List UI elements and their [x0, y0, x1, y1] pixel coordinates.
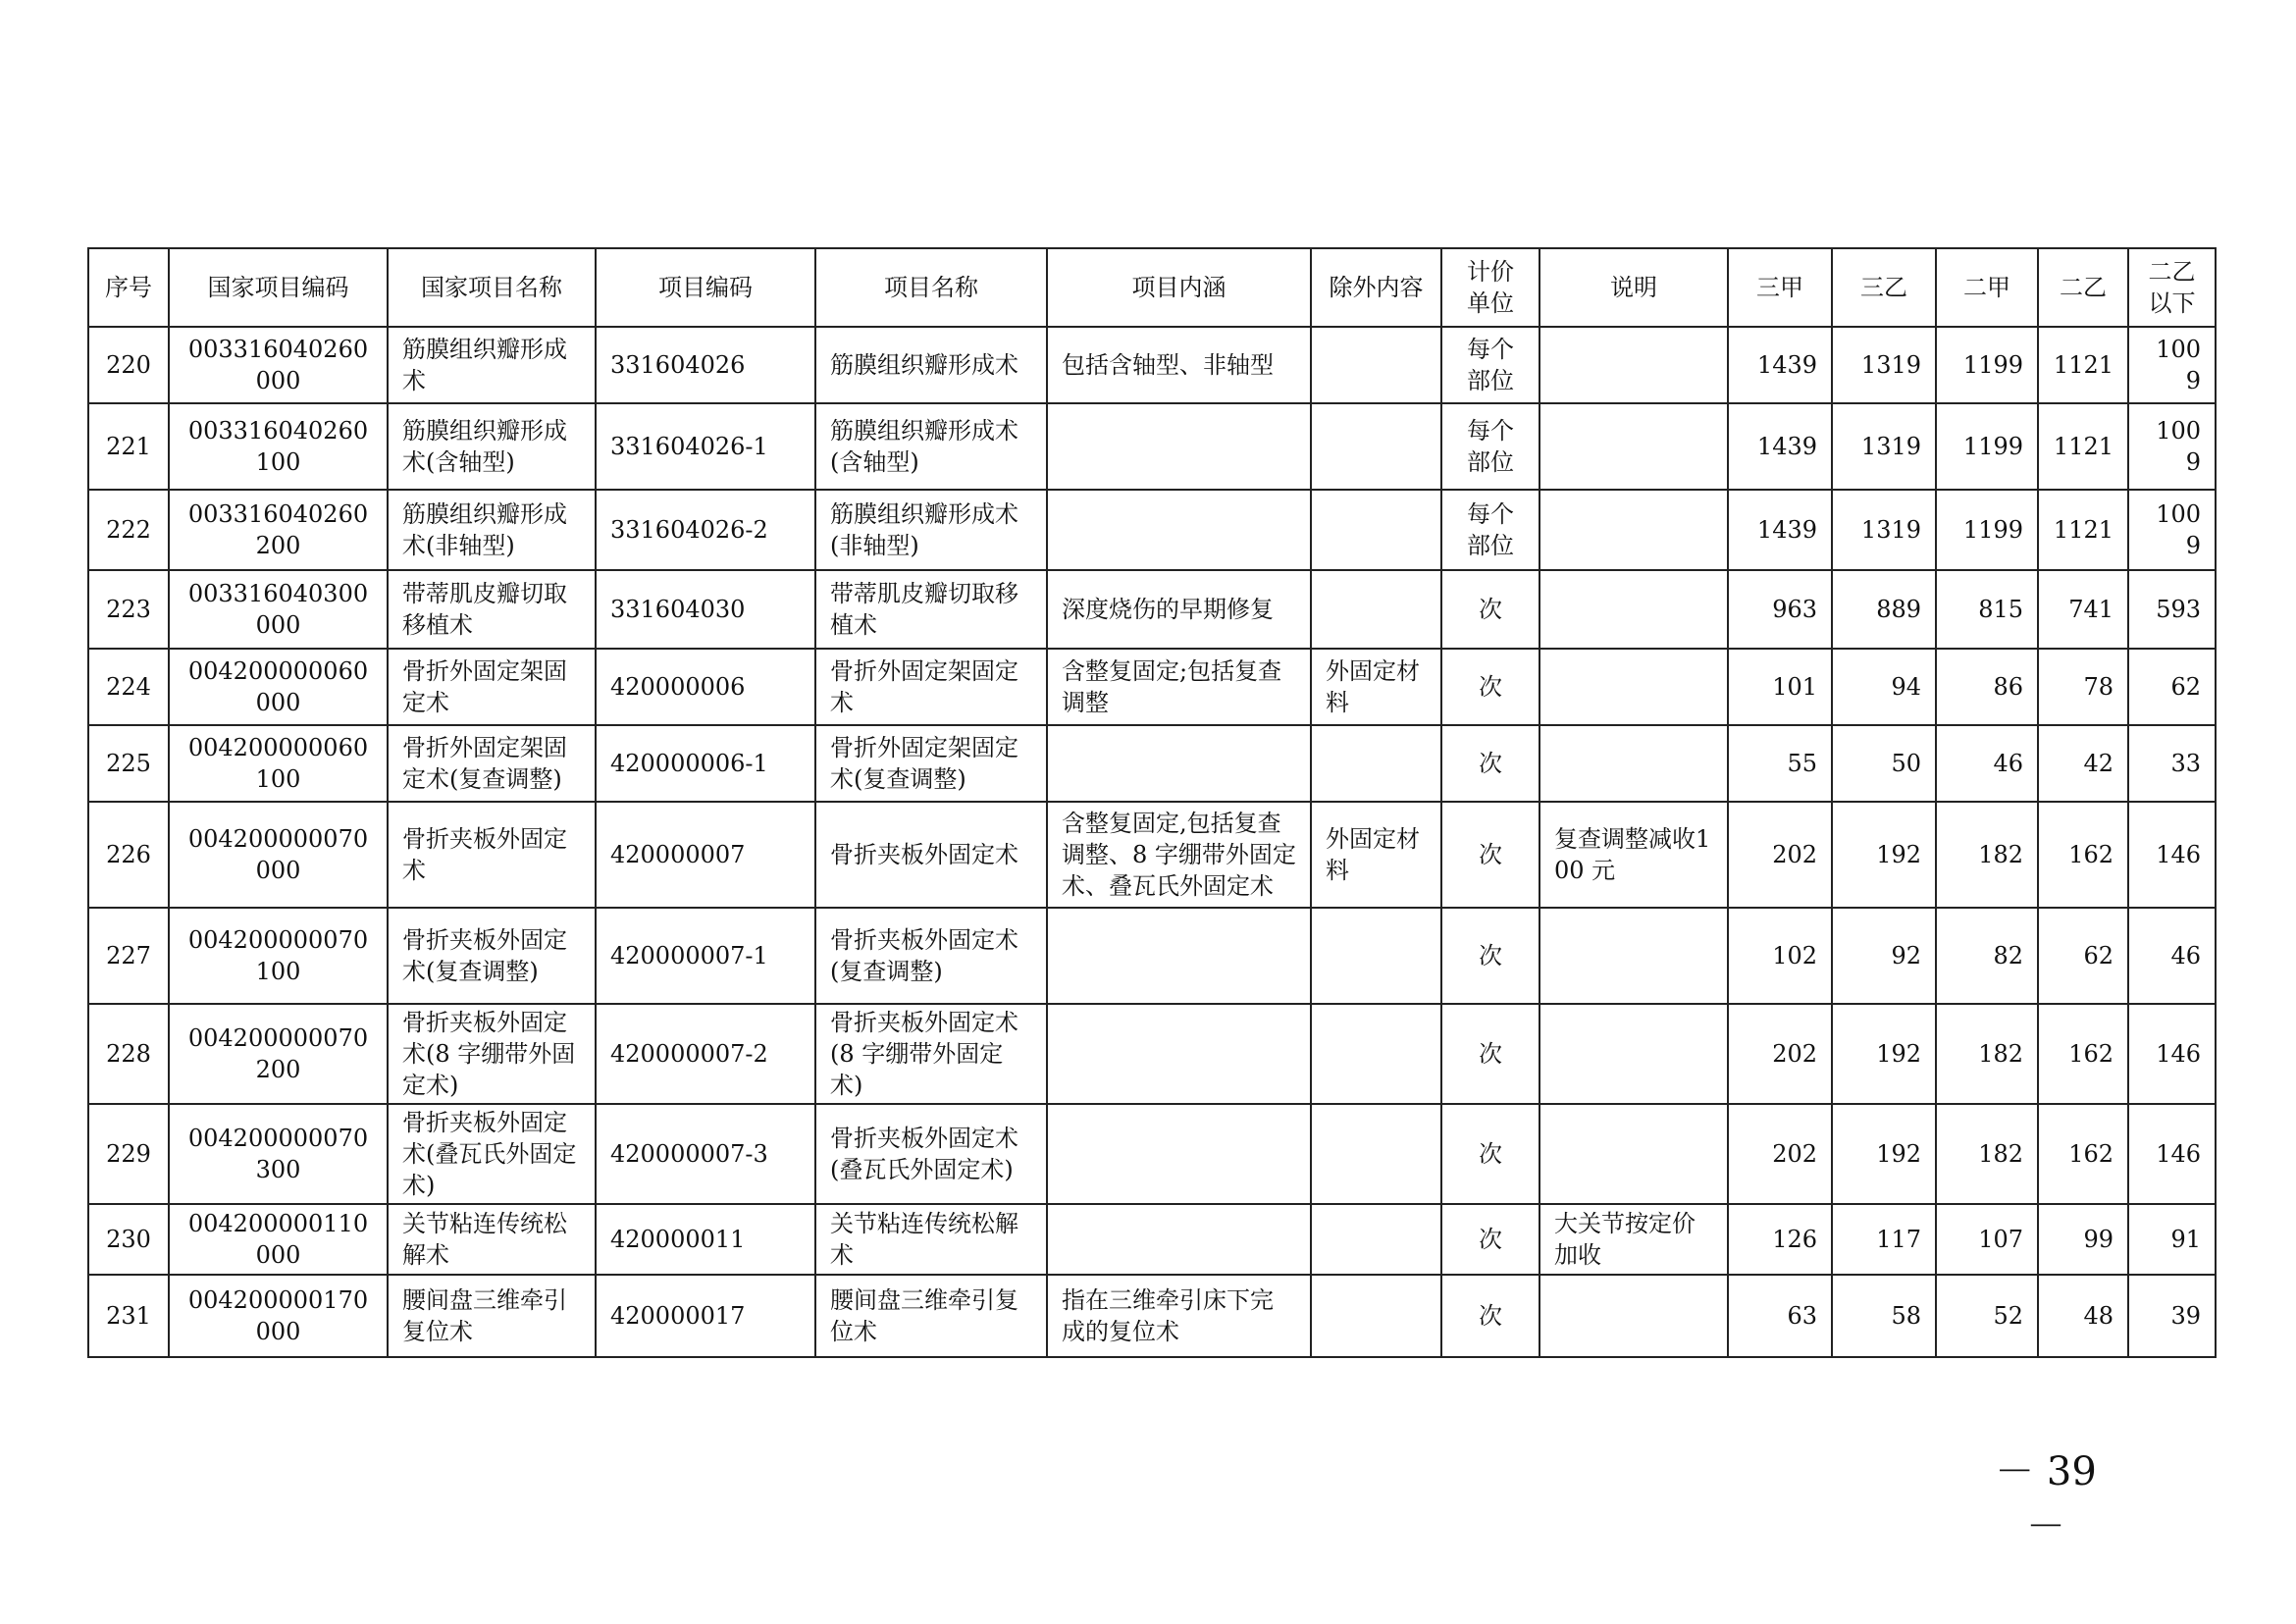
cell-price-2a: 1199 [1936, 490, 2038, 570]
cell-national-code: 003316040260100 [169, 403, 388, 490]
cell-index: 228 [88, 1004, 169, 1104]
cell-item-code: 331604030 [596, 570, 815, 649]
cell-price-3a: 63 [1728, 1275, 1832, 1357]
cell-unit: 每个部位 [1441, 490, 1539, 570]
table-row [88, 908, 2216, 1004]
cell-item-code: 331604026-2 [596, 490, 815, 570]
cell-index: 221 [88, 403, 169, 490]
cell-item-code: 420000007-3 [596, 1104, 815, 1204]
cell-unit: 次 [1441, 1275, 1539, 1357]
cell-item-code: 331604026-1 [596, 403, 815, 490]
cell-national-code: 004200000060000 [169, 649, 388, 725]
cell-index: 226 [88, 802, 169, 908]
table-row [88, 1104, 2216, 1204]
page-number: － 39 － [1995, 1449, 2097, 1549]
cell-price-2b: 162 [2038, 802, 2128, 908]
cell-item-content: 含整复固定;包括复查调整 [1047, 649, 1311, 725]
header-index: 序号 [88, 248, 169, 327]
cell-notes [1539, 403, 1728, 490]
cell-item-name: 关节粘连传统松解术 [815, 1204, 1047, 1275]
cell-unit: 次 [1441, 802, 1539, 908]
header-national-code: 国家项目编码 [169, 248, 388, 327]
cell-national-name: 带蒂肌皮瓣切取移植术 [388, 570, 596, 649]
cell-excluded: 外固定材料 [1311, 649, 1441, 725]
cell-price-2b: 62 [2038, 908, 2128, 1004]
cell-price-2a: 46 [1936, 725, 2038, 802]
table-row [88, 1004, 2216, 1104]
cell-price-2b: 99 [2038, 1204, 2128, 1275]
cell-price-below-2b: 46 [2128, 908, 2216, 1004]
cell-national-name: 骨折外固定架固定术(复查调整) [388, 725, 596, 802]
cell-price-3b: 58 [1832, 1275, 1936, 1357]
cell-price-below-2b: 62 [2128, 649, 2216, 725]
header-national-name: 国家项目名称 [388, 248, 596, 327]
cell-price-2b: 162 [2038, 1104, 2128, 1204]
cell-unit: 次 [1441, 1104, 1539, 1204]
cell-national-code: 004200000070000 [169, 802, 388, 908]
cell-excluded [1311, 1004, 1441, 1104]
table-body [88, 327, 2216, 1357]
cell-item-content [1047, 403, 1311, 490]
header-tier-3a: 三甲 [1728, 248, 1832, 327]
cell-excluded [1311, 327, 1441, 403]
cell-price-below-2b: 146 [2128, 1104, 2216, 1204]
cell-price-2b: 42 [2038, 725, 2128, 802]
cell-price-below-2b: 33 [2128, 725, 2216, 802]
cell-national-code: 003316040260200 [169, 490, 388, 570]
cell-price-below-2b: 146 [2128, 802, 2216, 908]
cell-price-3a: 1439 [1728, 403, 1832, 490]
cell-excluded [1311, 1204, 1441, 1275]
cell-unit: 次 [1441, 1004, 1539, 1104]
table-row [88, 327, 2216, 403]
cell-item-content: 含整复固定,包括复查调整、8 字绷带外固定术、叠瓦氏外固定术 [1047, 802, 1311, 908]
cell-index: 225 [88, 725, 169, 802]
cell-notes [1539, 908, 1728, 1004]
cell-price-below-2b: 91 [2128, 1204, 2216, 1275]
cell-national-name: 骨折夹板外固定术(叠瓦氏外固定术) [388, 1104, 596, 1204]
cell-price-3b: 1319 [1832, 490, 1936, 570]
cell-unit: 次 [1441, 725, 1539, 802]
header-notes: 说明 [1539, 248, 1728, 327]
cell-item-content: 包括含轴型、非轴型 [1047, 327, 1311, 403]
cell-price-3a: 202 [1728, 1104, 1832, 1204]
cell-index: 220 [88, 327, 169, 403]
table-row [88, 490, 2216, 570]
cell-price-3a: 202 [1728, 1004, 1832, 1104]
cell-item-name: 筋膜组织瓣形成术(非轴型) [815, 490, 1047, 570]
cell-excluded [1311, 403, 1441, 490]
cell-price-3a: 55 [1728, 725, 1832, 802]
cell-price-3a: 202 [1728, 802, 1832, 908]
cell-item-name: 带蒂肌皮瓣切取移植术 [815, 570, 1047, 649]
cell-excluded [1311, 908, 1441, 1004]
cell-price-3b: 192 [1832, 1004, 1936, 1104]
header-tier-3b: 三乙 [1832, 248, 1936, 327]
cell-item-code: 420000006-1 [596, 725, 815, 802]
cell-national-code: 003316040300000 [169, 570, 388, 649]
cell-price-3a: 963 [1728, 570, 1832, 649]
header-item-content: 项目内涵 [1047, 248, 1311, 327]
cell-item-code: 420000011 [596, 1204, 815, 1275]
cell-price-3b: 1319 [1832, 327, 1936, 403]
cell-national-code: 004200000070100 [169, 908, 388, 1004]
price-table [87, 247, 2217, 1358]
cell-index: 229 [88, 1104, 169, 1204]
cell-national-code: 004200000110000 [169, 1204, 388, 1275]
cell-price-2b: 1121 [2038, 490, 2128, 570]
cell-item-name: 骨折夹板外固定术(复查调整) [815, 908, 1047, 1004]
cell-price-3b: 192 [1832, 1104, 1936, 1204]
header-excluded: 除外内容 [1311, 248, 1441, 327]
cell-index: 231 [88, 1275, 169, 1357]
cell-excluded [1311, 725, 1441, 802]
cell-item-name: 筋膜组织瓣形成术 [815, 327, 1047, 403]
cell-price-2a: 1199 [1936, 327, 2038, 403]
cell-national-code: 003316040260000 [169, 327, 388, 403]
cell-item-name: 骨折夹板外固定术 [815, 802, 1047, 908]
cell-item-name: 骨折外固定架固定术 [815, 649, 1047, 725]
cell-price-below-2b: 593 [2128, 570, 2216, 649]
cell-national-name: 骨折夹板外固定术(8 字绷带外固定术) [388, 1004, 596, 1104]
table-row [88, 1204, 2216, 1275]
cell-notes [1539, 1004, 1728, 1104]
cell-notes [1539, 570, 1728, 649]
cell-price-3a: 102 [1728, 908, 1832, 1004]
cell-notes: 复查调整减收100 元 [1539, 802, 1728, 908]
cell-price-3b: 50 [1832, 725, 1936, 802]
cell-price-2a: 86 [1936, 649, 2038, 725]
cell-item-content [1047, 908, 1311, 1004]
cell-notes [1539, 649, 1728, 725]
cell-price-2a: 182 [1936, 1104, 2038, 1204]
cell-item-code: 420000017 [596, 1275, 815, 1357]
cell-item-name: 骨折夹板外固定术(8 字绷带外固定术) [815, 1004, 1047, 1104]
cell-price-below-2b: 1009 [2128, 490, 2216, 570]
cell-notes: 大关节按定价加收 [1539, 1204, 1728, 1275]
cell-price-3a: 101 [1728, 649, 1832, 725]
cell-price-3a: 1439 [1728, 490, 1832, 570]
cell-price-below-2b: 1009 [2128, 327, 2216, 403]
cell-national-code: 004200000070200 [169, 1004, 388, 1104]
cell-excluded [1311, 570, 1441, 649]
header-tier-below-2b: 二乙以下 [2128, 248, 2216, 327]
cell-item-content [1047, 1204, 1311, 1275]
cell-notes [1539, 490, 1728, 570]
cell-notes [1539, 327, 1728, 403]
cell-excluded [1311, 1104, 1441, 1204]
header-item-name: 项目名称 [815, 248, 1047, 327]
header-row [88, 248, 2216, 327]
cell-national-name: 骨折夹板外固定术(复查调整) [388, 908, 596, 1004]
cell-price-3b: 192 [1832, 802, 1936, 908]
cell-excluded [1311, 490, 1441, 570]
cell-price-2a: 182 [1936, 802, 2038, 908]
cell-national-name: 筋膜组织瓣形成术(非轴型) [388, 490, 596, 570]
cell-price-2a: 82 [1936, 908, 2038, 1004]
cell-price-2a: 1199 [1936, 403, 2038, 490]
cell-national-name: 骨折外固定架固定术 [388, 649, 596, 725]
cell-national-name: 腰间盘三维牵引复位术 [388, 1275, 596, 1357]
cell-unit: 每个部位 [1441, 403, 1539, 490]
cell-price-2b: 741 [2038, 570, 2128, 649]
cell-excluded: 外固定材料 [1311, 802, 1441, 908]
cell-price-3b: 889 [1832, 570, 1936, 649]
cell-price-2a: 107 [1936, 1204, 2038, 1275]
cell-price-below-2b: 39 [2128, 1275, 2216, 1357]
cell-price-2b: 48 [2038, 1275, 2128, 1357]
cell-notes [1539, 1275, 1728, 1357]
cell-index: 230 [88, 1204, 169, 1275]
cell-price-below-2b: 146 [2128, 1004, 2216, 1104]
cell-unit: 次 [1441, 908, 1539, 1004]
cell-price-3b: 94 [1832, 649, 1936, 725]
cell-item-code: 331604026 [596, 327, 815, 403]
table-row [88, 802, 2216, 908]
cell-item-code: 420000006 [596, 649, 815, 725]
cell-excluded [1311, 1275, 1441, 1357]
table-row [88, 1275, 2216, 1357]
cell-price-3b: 92 [1832, 908, 1936, 1004]
header-tier-2a: 二甲 [1936, 248, 2038, 327]
cell-national-code: 004200000170000 [169, 1275, 388, 1357]
cell-price-2b: 1121 [2038, 327, 2128, 403]
cell-item-code: 420000007-1 [596, 908, 815, 1004]
table-row [88, 403, 2216, 490]
cell-item-content [1047, 490, 1311, 570]
cell-national-code: 004200000070300 [169, 1104, 388, 1204]
cell-item-content: 指在三维牵引床下完成的复位术 [1047, 1275, 1311, 1357]
table-row [88, 725, 2216, 802]
cell-item-content [1047, 1004, 1311, 1104]
cell-national-name: 筋膜组织瓣形成术 [388, 327, 596, 403]
cell-national-code: 004200000060100 [169, 725, 388, 802]
cell-price-2a: 52 [1936, 1275, 2038, 1357]
cell-price-2a: 182 [1936, 1004, 2038, 1104]
cell-index: 222 [88, 490, 169, 570]
cell-unit: 次 [1441, 1204, 1539, 1275]
table-row [88, 649, 2216, 725]
cell-price-3a: 1439 [1728, 327, 1832, 403]
cell-price-3b: 117 [1832, 1204, 1936, 1275]
header-unit: 计价单位 [1441, 248, 1539, 327]
cell-national-name: 筋膜组织瓣形成术(含轴型) [388, 403, 596, 490]
cell-notes [1539, 1104, 1728, 1204]
cell-item-code: 420000007 [596, 802, 815, 908]
cell-item-name: 筋膜组织瓣形成术(含轴型) [815, 403, 1047, 490]
cell-price-2b: 1121 [2038, 403, 2128, 490]
cell-price-3a: 126 [1728, 1204, 1832, 1275]
cell-price-below-2b: 1009 [2128, 403, 2216, 490]
cell-unit: 次 [1441, 570, 1539, 649]
cell-price-3b: 1319 [1832, 403, 1936, 490]
cell-national-name: 关节粘连传统松解术 [388, 1204, 596, 1275]
cell-price-2a: 815 [1936, 570, 2038, 649]
cell-price-2b: 162 [2038, 1004, 2128, 1104]
cell-price-2b: 78 [2038, 649, 2128, 725]
cell-unit: 次 [1441, 649, 1539, 725]
cell-item-content [1047, 725, 1311, 802]
cell-item-name: 骨折外固定架固定术(复查调整) [815, 725, 1047, 802]
cell-unit: 每个部位 [1441, 327, 1539, 403]
cell-index: 223 [88, 570, 169, 649]
cell-index: 224 [88, 649, 169, 725]
cell-index: 227 [88, 908, 169, 1004]
cell-item-name: 腰间盘三维牵引复位术 [815, 1275, 1047, 1357]
header-tier-2b: 二乙 [2038, 248, 2128, 327]
cell-item-content [1047, 1104, 1311, 1204]
cell-item-code: 420000007-2 [596, 1004, 815, 1104]
cell-item-content: 深度烧伤的早期修复 [1047, 570, 1311, 649]
cell-notes [1539, 725, 1728, 802]
header-item-code: 项目编码 [596, 248, 815, 327]
cell-national-name: 骨折夹板外固定术 [388, 802, 596, 908]
table-row [88, 570, 2216, 649]
cell-item-name: 骨折夹板外固定术(叠瓦氏外固定术) [815, 1104, 1047, 1204]
